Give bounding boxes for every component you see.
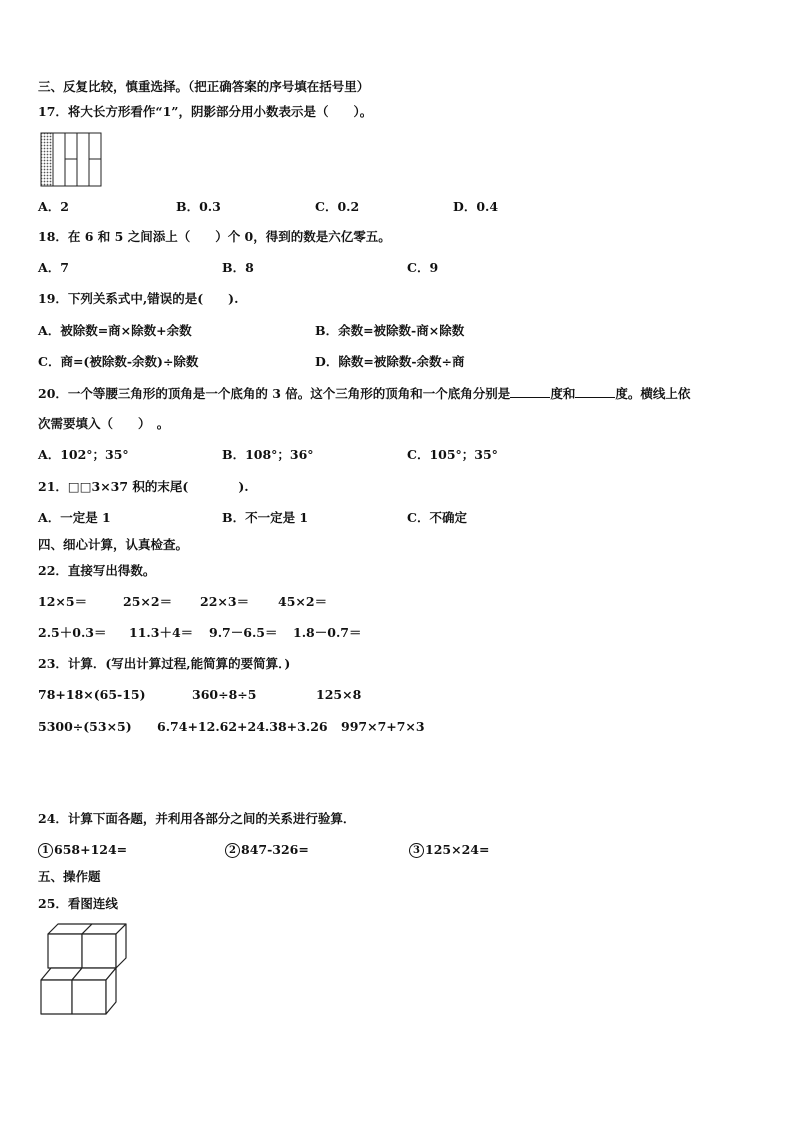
q20-stem-part2: 度和 [550, 386, 576, 401]
q21-option-c[interactable]: C．不确定 [407, 510, 467, 525]
q22-stem: 22．直接写出得数。 [38, 563, 156, 578]
q21-option-b[interactable]: B．不一定是 1 [222, 510, 309, 525]
section-5-heading: 五、操作题 [38, 869, 101, 884]
q17-option-b[interactable]: B．0.3 [176, 199, 221, 214]
q23-item: 125×8 [316, 687, 362, 702]
q19-option-d[interactable]: D．除数=被除数-余数÷商 [315, 354, 465, 369]
q22-item: 1.8－0.7＝ [293, 625, 362, 640]
q20-stem-part1: 20．一个等腰三角形的顶角是一个底角的 3 倍。这个三角形的顶角和一个底角分别是 [38, 386, 511, 401]
q24-item-3 [409, 842, 489, 858]
q17-option-c[interactable]: C．0.2 [315, 199, 360, 214]
q20-stem-line2: 次需要填入（ ） 。 [38, 416, 170, 431]
q18-option-c[interactable]: C．9 [407, 260, 439, 275]
q24-expr: 125×24= [425, 842, 490, 857]
q19-option-b[interactable]: B．余数=被除数-商×除数 [315, 323, 465, 338]
q20-stem-line1 [38, 385, 690, 402]
q23-stem: 23．计算．(写出计算过程,能简算的要简算．) [38, 656, 291, 671]
q20-option-b[interactable]: B．108°；36° [222, 447, 314, 462]
circled-number-2: 2 [225, 843, 240, 858]
section-3-heading: 三、反复比较，慎重选择。（把正确答案的序号填在括号里） [38, 79, 370, 94]
q17-option-d[interactable]: D．0.4 [453, 199, 499, 214]
q24-stem: 24．计算下面各题，并利用各部分之间的关系进行验算． [38, 811, 356, 826]
q19-option-c[interactable]: C．商=(被除数-余数)÷除数 [38, 354, 199, 369]
circled-number-3: 3 [409, 843, 424, 858]
q24-expr: 658+124= [54, 842, 128, 857]
q23-item: 360÷8÷5 [192, 687, 257, 702]
q24-item-1 [38, 842, 127, 858]
q21-stem: 21．□□3×37 积的末尾( ). [38, 479, 249, 494]
q23-item: 78+18×(65-15) [38, 687, 146, 702]
q23-item: 5300÷(53×5) [38, 719, 132, 734]
q25-stem: 25．看图连线 [38, 896, 118, 911]
q22-item: 25×2＝ [123, 594, 173, 609]
q24-expr: 847-326= [241, 842, 309, 857]
section-4-heading: 四、细心计算，认真检查。 [38, 537, 189, 552]
q20-option-c[interactable]: C．105°；35° [407, 447, 498, 462]
q18-stem: 18．在 6 和 5 之间添上（ ）个 0，得到的数是六亿零五。 [38, 229, 391, 244]
q23-item: 6.74+12.62+24.38+3.26 [157, 719, 328, 734]
q19-stem: 19．下列关系式中,错误的是( ). [38, 291, 239, 306]
q20-stem-part3: 度。横线上依 [615, 386, 691, 401]
q22-item: 22×3＝ [200, 594, 250, 609]
q17-rectangle-figure [40, 132, 102, 191]
q22-item: 9.7－6.5＝ [209, 625, 278, 640]
q22-item: 11.3＋4＝ [129, 625, 194, 640]
q17-stem: 17．将大长方形看作“1”，阴影部分用小数表示是（ ）。 [38, 104, 373, 119]
q18-option-b[interactable]: B．8 [222, 260, 254, 275]
q21-option-a[interactable]: A．一定是 1 [38, 510, 111, 525]
q25-cube-figure [38, 922, 132, 1022]
circled-number-1: 1 [38, 843, 53, 858]
q24-item-2 [225, 842, 309, 858]
q22-item: 2.5＋0.3＝ [38, 625, 107, 640]
q20-blank-1[interactable] [510, 385, 550, 398]
q19-option-a[interactable]: A．被除数=商×除数+余数 [38, 323, 192, 338]
q22-item: 45×2＝ [278, 594, 328, 609]
q20-option-a[interactable]: A．102°；35° [38, 447, 129, 462]
q20-blank-2[interactable] [575, 385, 615, 398]
q22-item: 12×5＝ [38, 594, 88, 609]
q18-option-a[interactable]: A．7 [38, 260, 69, 275]
q23-item: 997×7+7×3 [341, 719, 425, 734]
q17-option-a[interactable]: A．2 [38, 199, 69, 214]
